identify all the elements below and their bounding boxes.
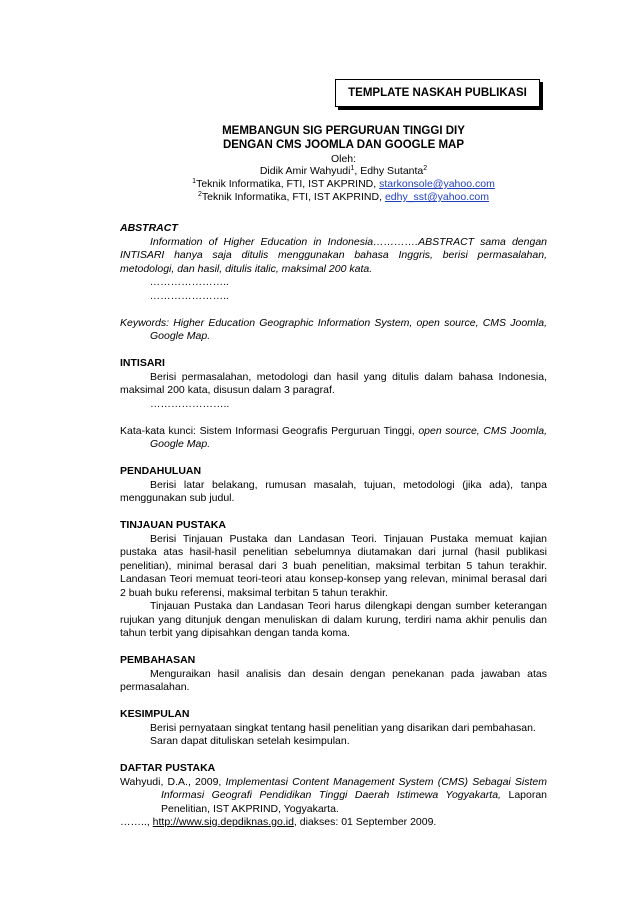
reference-2-prefix: …….., (120, 816, 153, 828)
tinjauan-heading: TINJAUAN PUSTAKA (120, 519, 226, 531)
email-link-1[interactable]: starkonsole@yahoo.com (379, 178, 495, 190)
daftar-heading: DAFTAR PUSTAKA (120, 762, 216, 774)
author-1: Didik Amir Wahyudi (259, 165, 351, 177)
affiliation-1 (120, 178, 567, 190)
author-2: , Edhy Sutanta (354, 165, 424, 177)
pembahasan-heading: PEMBAHASAN (120, 654, 196, 666)
reference-1-title: Implementasi Content Management System (CMS) Sebagai Sistem Informasi Geografi Pendidikan Tinggi Daerah Istimewa Yogyakarta, (161, 775, 548, 801)
author-2-sup: 2 (423, 165, 428, 172)
reference-1-prefix: Wahyudi, D.A., 2009, (120, 775, 226, 788)
reference-1 (120, 776, 547, 817)
aff-1-sup: 1 (192, 178, 197, 185)
email-link-2[interactable]: edhy_sst@yahoo.com (384, 191, 489, 203)
abstract-heading: ABSTRACT (120, 222, 178, 234)
pembahasan-paragraph: Menguraikan hasil analisis dan desain dengan penekanan pada jawaban atas permasalahan. (120, 667, 547, 693)
reference-1-suffix: Laporan Penelitian, IST AKPRIND, Yogyakarta. (161, 789, 548, 815)
kesimpulan-line-1: Berisi pernyataan singkat tentang hasil penelitian yang disarikan dari pembahasan. (150, 721, 536, 734)
aff-1-text: Teknik Informatika, FTI, IST AKPRIND, (196, 178, 380, 190)
template-label-box (335, 79, 540, 107)
oleh-label: Oleh: (330, 153, 357, 165)
intisari-heading: INTISARI (120, 357, 165, 369)
tinjauan-paragraph-2: Tinjauan Pustaka dan Landasan Teori harus dilengkapi dengan sumber keterangan rujukan yang ditunjuk dengan menuliskan di dalam kurung, terdiri nama akhir penulis dan tahun terbit yang dipisahkan dengan tanda koma. (120, 600, 547, 639)
tinjauan-paragraph-1: Berisi Tinjauan Pustaka dan Landasan Teori. Tinjauan Pustaka memuat kajian pustaka atas hasil-hasil penelitian sebelumnya diutamakan dari jurnal (hasil publikasi penelitian), minimal berasal dari 3 buah penelitian, maksimal terbitan 5 tahun terakhir. Landasan Teori memuat teori-teori atau konsep-konsep yang relevan, minimal berasal dari 2 buah buku referensi, maksimal terbitan 5 tahun terakhir. (120, 532, 547, 599)
pendahuluan-heading: PENDAHULUAN (120, 465, 202, 477)
affiliation-2 (120, 191, 567, 203)
aff-2-text: Teknik Informatika, FTI, IST AKPRIND, (201, 191, 385, 203)
author-1-sup: 1 (350, 165, 355, 172)
title-line-2: DENGAN CMS JOOMLA DAN GOOGLE MAP (222, 139, 465, 151)
intisari-dots: ………………….. (150, 397, 230, 410)
keywords: Keywords: Higher Education Geographic Information System, open source, CMS Joomla, Google Map. (120, 316, 547, 342)
kata-kunci (120, 425, 547, 452)
abstract-dots-2: ………………….. (150, 289, 230, 302)
title-line-1: MEMBANGUN SIG PERGURUAN TINGGI DIY (222, 125, 465, 137)
reference-2 (120, 816, 547, 830)
abstract-paragraph: Information of Higher Education in Indonesia………….ABSTRACT sama dengan INTISARI hanya saja ditulis menggunakan bahasa Inggris, berisi permasalahan, metodologi, dan hasil, ditulis italic, maksimal 200 kata. (120, 235, 547, 275)
kesimpulan-heading: KESIMPULAN (120, 708, 190, 720)
intisari-paragraph: Berisi permasalahan, metodologi dan hasil yang ditulis dalam bahasa Indonesia, maksimal 200 kata, disusun dalam 3 paragraf. (120, 370, 547, 396)
kata-kunci-italic: open source, CMS Joomla, Google Map. (150, 424, 547, 450)
reference-2-url[interactable]: http://www.sig.depdiknas.go.id (152, 816, 294, 828)
abstract-dots-1: ………………….. (150, 276, 230, 288)
kesimpulan-line-2: Saran dapat dituliskan setelah kesimpulan. (150, 735, 350, 747)
authors-line (120, 165, 567, 177)
aff-2-sup: 2 (198, 191, 202, 198)
pendahuluan-paragraph: Berisi latar belakang, rumusan masalah, tujuan, metodologi (jika ada), tanpa menggunakan sub judul. (120, 478, 547, 504)
reference-2-suffix: , diakses: 01 September 2009. (293, 816, 437, 828)
template-label: TEMPLATE NASKAH PUBLIKASI (348, 87, 527, 99)
paper-title (120, 124, 567, 152)
document-body (120, 222, 547, 830)
kata-kunci-prefix: Kata-kata kunci: Sistem Informasi Geografis Perguruan Tinggi, (120, 424, 419, 437)
